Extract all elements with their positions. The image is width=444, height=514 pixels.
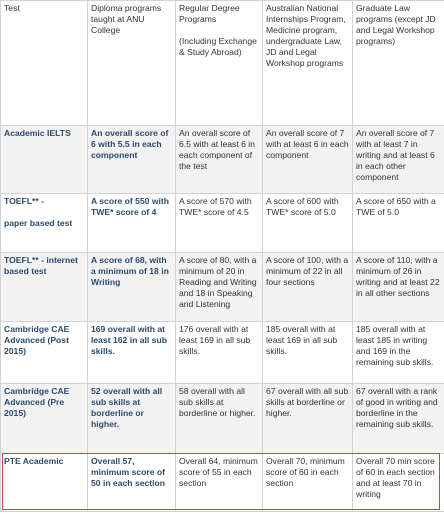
table-row-toefl-paper bbox=[1, 194, 444, 253]
cell: A score of 550 with TWE* score of 4 bbox=[88, 194, 176, 253]
cell: A score of 600 with TWE* score of 5.0 bbox=[263, 194, 353, 253]
table-row-cae-pre-2015 bbox=[1, 384, 444, 454]
cell: A score of 110, with a minimum of 26 in writing and at least 22 in all other sections bbox=[353, 253, 444, 322]
cell: A score of 80, with a minimum of 20 in Reading and Writing and 18 in Speaking and Listening bbox=[176, 253, 263, 322]
cell: Overall 57, minimum score of 50 in each section bbox=[88, 454, 176, 512]
cell: An overall score of 6 with 5.5 in each component bbox=[88, 126, 176, 194]
header-test: Test bbox=[1, 1, 88, 126]
table-row-cae-post-2015 bbox=[1, 322, 444, 384]
table-row-pte-academic bbox=[1, 454, 444, 512]
cell: Overall 70, minimum score of 60 in each section bbox=[263, 454, 353, 512]
row-label-ielts: Academic IELTS bbox=[1, 126, 88, 194]
header-diploma: Diploma programs taught at ANU College bbox=[88, 1, 176, 126]
table-row-ielts bbox=[1, 126, 444, 194]
cell: 169 overall with at least 162 in all sub skills. bbox=[88, 322, 176, 384]
cell: 58 overall with all sub skills at borderline or higher. bbox=[176, 384, 263, 454]
row-label-cae-pre: Cambridge CAE Advanced (Pre 2015) bbox=[1, 384, 88, 454]
cell: 52 overall with all sub skills at borderline or higher. bbox=[88, 384, 176, 454]
row-label-pte: PTE Academic bbox=[1, 454, 88, 512]
cell: An overall score of 6.5 with at least 6 in each component of the test bbox=[176, 126, 263, 194]
cell: A score of 570 with TWE* score of 4.5 bbox=[176, 194, 263, 253]
cell: 185 overall with at least 169 in all sub skills. bbox=[263, 322, 353, 384]
cell: 67 overall with all sub skills at borderline or higher. bbox=[263, 384, 353, 454]
header-row bbox=[1, 1, 444, 126]
cell: 185 overall with at least 185 in writing and 169 in the remaining sub skills. bbox=[353, 322, 444, 384]
header-anip-medicine-law: Australian National Internships Program, Medicine program, undergraduate Law, JD and Legal Workshop programs bbox=[263, 1, 353, 126]
cell: An overall score of 7 with at least 6 in each component bbox=[263, 126, 353, 194]
row-label-toefl-internet: TOEFL** - internet based test bbox=[1, 253, 88, 322]
header-graduate-law: Graduate Law programs (except JD and Legal Workshop programs) bbox=[353, 1, 444, 126]
row-label-toefl-paper: TOEFL** - paper based test bbox=[1, 194, 88, 253]
cell: An overall score of 7 with at least 7 in writing and at least 6 in each other component bbox=[353, 126, 444, 194]
cell: Overall 64, minimum score of 55 in each section bbox=[176, 454, 263, 512]
row-label-cae-post: Cambridge CAE Advanced (Post 2015) bbox=[1, 322, 88, 384]
cell: 67 overall with a rank of good in writing and borderline in the remaining sub skills. bbox=[353, 384, 444, 454]
cell: A score of 68, with a minimum of 18 in Writing bbox=[88, 253, 176, 322]
table-row-toefl-internet bbox=[1, 253, 444, 322]
cell: A score of 650 with a TWE of 5.0 bbox=[353, 194, 444, 253]
cell: Overall 70 min score of 60 in each section and at least 70 in writing bbox=[353, 454, 444, 512]
cell: 176 overall with at least 169 in all sub skills. bbox=[176, 322, 263, 384]
header-regular-degree: Regular Degree Programs (Including Exchange & Study Abroad) bbox=[176, 1, 263, 126]
cell: A score of 100, with a minimum of 22 in all four sections bbox=[263, 253, 353, 322]
